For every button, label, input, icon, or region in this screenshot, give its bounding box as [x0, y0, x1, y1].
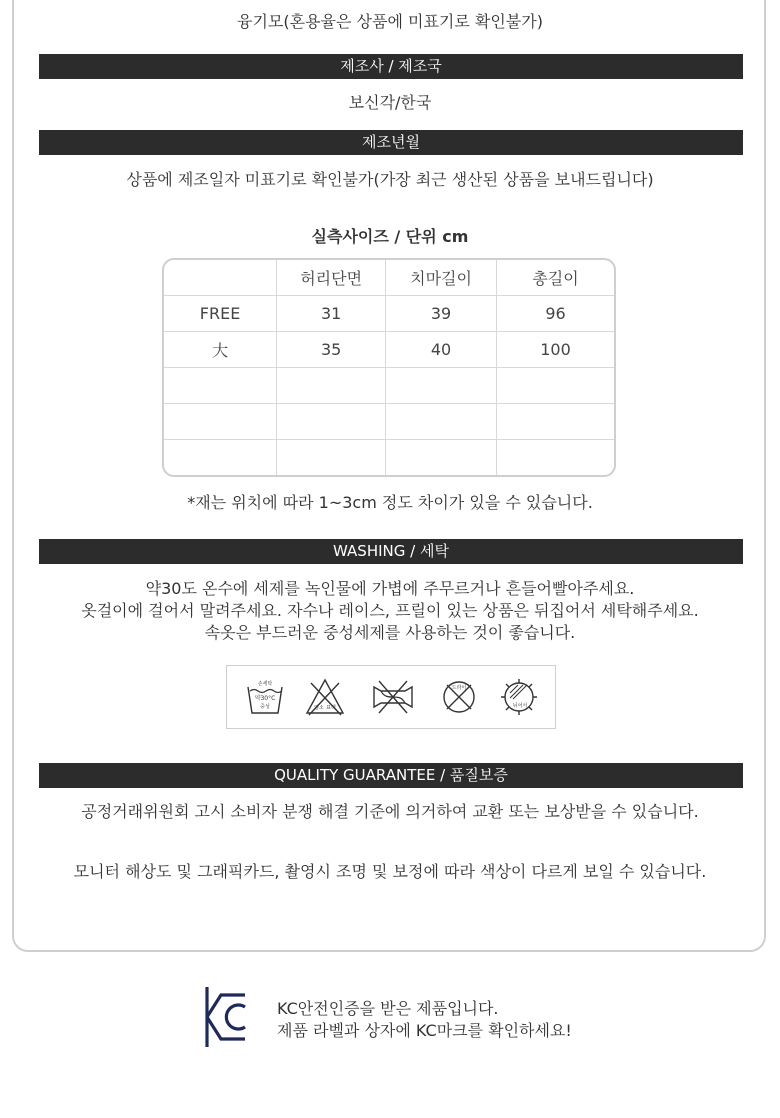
- table-cell: 39: [386, 296, 497, 332]
- header-cell: 치마길이: [386, 260, 497, 296]
- table-row: [164, 296, 614, 332]
- quality-line-2: 모니터 해상도 및 그래픽카드, 촬영시 조명 및 보정에 따라 색상이 다르게 보일 수 있습니다.: [73, 862, 707, 881]
- size-label-cell: FREE: [164, 296, 277, 332]
- washing-line: 속옷은 부드러운 중성세제를 사용하는 것이 좋습니다.: [204, 623, 576, 642]
- manufacturer-header: 제조사 / 제조국: [39, 54, 743, 79]
- size-table: [162, 258, 616, 477]
- table-cell: [386, 440, 497, 475]
- size-label-cell: 大: [164, 332, 277, 368]
- washing-header: WASHING / 세탁: [39, 539, 743, 564]
- quality-header: QUALITY GUARANTEE / 품질보증: [39, 763, 743, 788]
- table-row: [164, 440, 614, 475]
- manufacturer-value: 보신각/한국: [348, 93, 432, 112]
- table-cell: [386, 404, 497, 440]
- table-cell: [277, 404, 386, 440]
- table-cell: [497, 404, 614, 440]
- table-cell: [164, 368, 277, 404]
- table-cell: [164, 440, 277, 475]
- size-table-title: 실측사이즈 / 단위 cm: [311, 227, 469, 246]
- no-wring-icon: [371, 677, 415, 717]
- table-cell: 40: [386, 332, 497, 368]
- washing-line: 옷걸이에 걸어서 말려주세요. 자수나 레이스, 프릴이 있는 상품은 뒤집어서 세탁해주세요.: [81, 601, 699, 620]
- bleach-label-left: 염소: [314, 705, 324, 711]
- bleach-label-right: 표백: [326, 705, 336, 711]
- care-symbols-box: [226, 665, 556, 729]
- header-cell: 총길이: [497, 260, 614, 296]
- material-note: 융기모(혼용율은 상품에 미표기로 확인불가): [237, 12, 543, 31]
- dry-clean-label: 드라이: [451, 685, 467, 691]
- header-cell: [164, 260, 277, 296]
- hand-wash-icon: [243, 677, 287, 717]
- table-cell: [497, 368, 614, 404]
- lay-flat-label: 뉘어서: [512, 703, 528, 709]
- hand-wash-temp: 약30°C: [254, 695, 276, 702]
- washing-line: 약30도 온수에 세제를 녹인물에 가볍에 주무르거나 흔들어빨아주세요.: [145, 579, 635, 598]
- table-cell: [497, 440, 614, 475]
- table-cell: 100: [497, 332, 614, 368]
- hand-wash-label: 손세탁: [257, 681, 273, 687]
- no-bleach-icon: [303, 677, 347, 717]
- table-cell: 31: [277, 296, 386, 332]
- kc-logo: [205, 985, 249, 1049]
- kc-line-1: KC안전인증을 받은 제품입니다.: [277, 999, 499, 1018]
- table-cell: 96: [497, 296, 614, 332]
- table-cell: [277, 440, 386, 475]
- manufacture-date-value: 상품에 제조일자 미표기로 확인불가(가장 최근 생산된 상품을 보내드립니다): [126, 170, 654, 189]
- table-cell: [386, 368, 497, 404]
- header-cell: 허리단면: [277, 260, 386, 296]
- hand-wash-detergent: 중성: [260, 704, 270, 710]
- kc-line-2: 제품 라벨과 상자에 KC마크를 확인하세요!: [277, 1021, 572, 1040]
- no-dry-clean-icon: [437, 677, 481, 717]
- quality-line-1: 공정거래위원회 고시 소비자 분쟁 해결 기준에 의거하여 교환 또는 보상받을 수 있습니다.: [81, 802, 699, 821]
- table-row: [164, 332, 614, 368]
- lay-flat-dry-icon: [497, 677, 541, 717]
- table-row: [164, 368, 614, 404]
- table-cell: 35: [277, 332, 386, 368]
- table-cell: [164, 404, 277, 440]
- table-cell: [277, 368, 386, 404]
- manufacture-date-header: 제조년월: [39, 130, 743, 155]
- size-table-header-row: [164, 260, 614, 296]
- table-row: [164, 404, 614, 440]
- size-note: *재는 위치에 따라 1~3cm 정도 차이가 있을 수 있습니다.: [187, 493, 593, 512]
